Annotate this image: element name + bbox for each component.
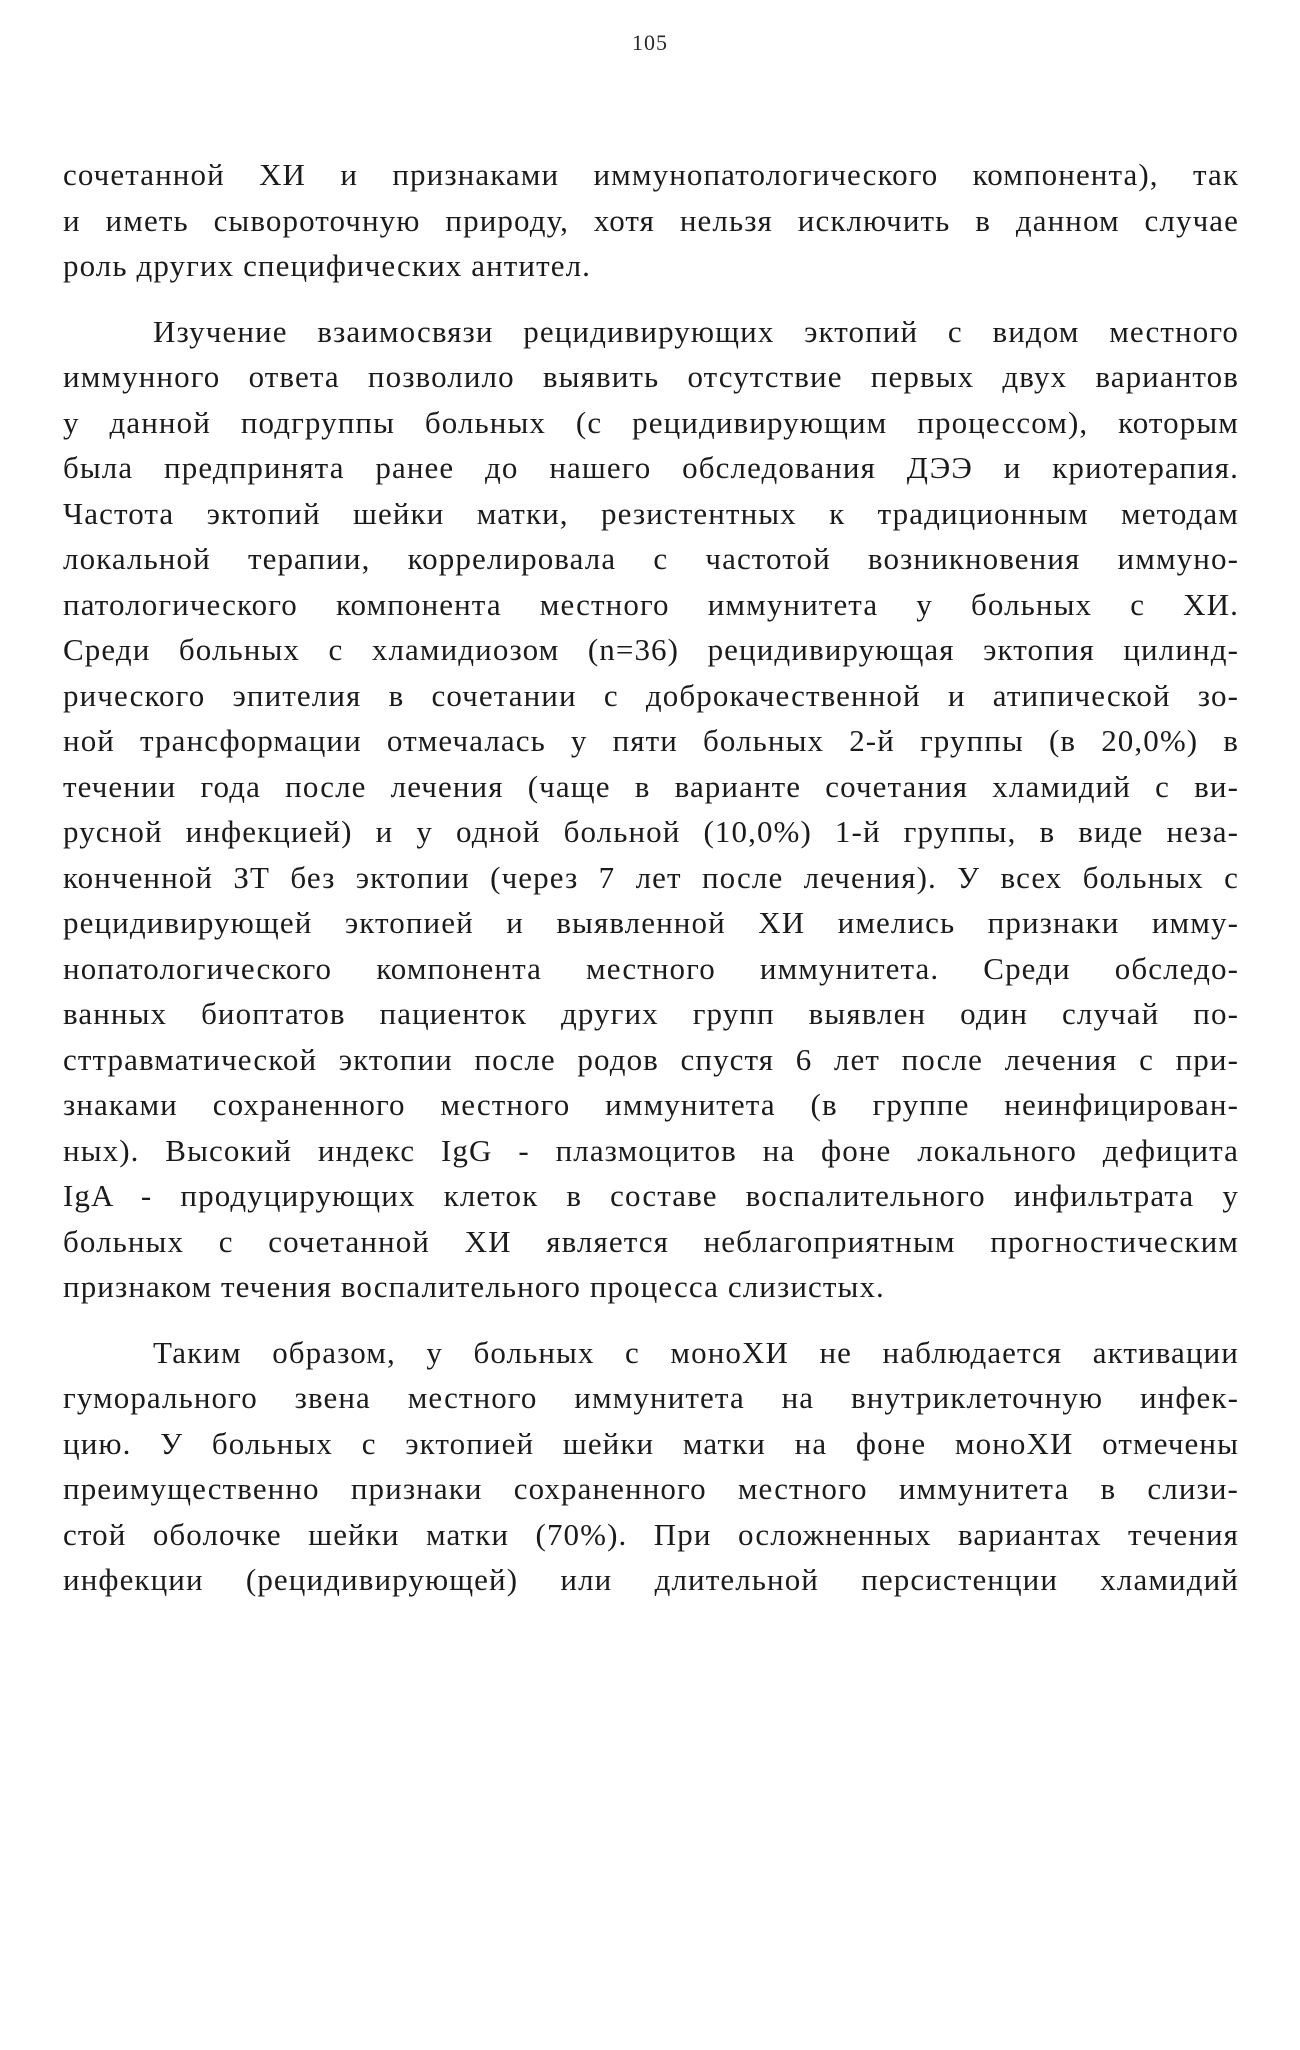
text-line: и иметь сывороточную природу, хотя нельзя исключить в данном случае: [63, 202, 1239, 238]
paragraph-2: [63, 309, 1239, 1310]
page-number: 105: [632, 30, 668, 55]
text-line: была предпринята ранее до нашего обследования ДЭЭ и криотерапия.: [63, 450, 1239, 485]
text-line: цию. У больных с эктопией шейки матки на фоне моноХИ отмечены: [63, 1425, 1239, 1461]
text-line: Таким образом, у больных с моноХИ не наблюдается активации: [153, 1334, 1239, 1370]
text-line: роль других специфических антител.: [63, 248, 592, 283]
text-line: течении года после лечения (чаще в варианте сочетания хламидий с ви-: [63, 768, 1239, 804]
text-line: сочетанной ХИ и признаками иммунопатологического компонента), так: [63, 157, 1239, 192]
text-line: ных). Высокий индекс IgG - плазмоцитов на фоне локального дефицита: [63, 1132, 1239, 1168]
text-line: у данной подгруппы больных (с рецидивирующим процессом), которым: [63, 404, 1239, 440]
paragraph-1: [63, 152, 1239, 289]
text-line: стой оболочке шейки матки (70%). При осложненных вариантах течения: [63, 1516, 1239, 1552]
text-line: русной инфекцией) и у одной больной (10,0%) 1-й группы, в виде неза-: [63, 814, 1239, 849]
text-line: рецидивирующей эктопией и выявленной ХИ имелись признаки имму-: [63, 905, 1239, 940]
text-line: ванных биоптатов пациенток других групп выявлен один случай по-: [63, 996, 1239, 1031]
text-line: признаком течения воспалительного процесса слизистых.: [63, 1269, 885, 1304]
body-text: [63, 152, 1239, 1603]
text-line: IgA - продуцирующих клеток в составе воспалительного инфильтрата у: [63, 1178, 1239, 1213]
text-line: Частота эктопий шейки матки, резистентных к традиционным методам: [63, 495, 1239, 531]
text-line: знаками сохраненного местного иммунитета (в группе неинфицирован-: [63, 1087, 1239, 1122]
text-line: рического эпителия в сочетании с доброкачественной и атипической зо-: [63, 677, 1239, 713]
text-line: инфекции (рецидивирующей) или длительной персистенции хламидий: [63, 1562, 1239, 1597]
paragraph-3: [63, 1330, 1239, 1603]
text-line: сттравматической эктопии после родов спустя 6 лет после лечения с при-: [63, 1041, 1239, 1077]
text-line: нопатологического компонента местного иммунитета. Среди обследо-: [63, 950, 1239, 986]
text-line: патологического компонента местного иммунитета у больных с ХИ.: [63, 586, 1239, 622]
text-line: иммунного ответа позволило выявить отсутствие первых двух вариантов: [63, 359, 1239, 394]
text-line: локальной терапии, коррелировала с частотой возникновения иммуно-: [63, 541, 1239, 576]
text-line: больных с сочетанной ХИ является неблагоприятным прогностическим: [63, 1223, 1239, 1259]
text-line: ной трансформации отмечалась у пяти больных 2-й группы (в 20,0%) в: [63, 723, 1239, 758]
text-line: Среди больных с хламидиозом (n=36) рецидивирующая эктопия цилинд-: [63, 632, 1239, 667]
text-line: гуморального звена местного иммунитета на внутриклеточную инфек-: [63, 1380, 1239, 1415]
text-line: конченной ЗТ без эктопии (через 7 лет после лечения). У всех больных с: [63, 859, 1239, 895]
text-line: преимущественно признаки сохраненного местного иммунитета в слизи-: [63, 1471, 1239, 1506]
text-line: Изучение взаимосвязи рецидивирующих эктопий с видом местного: [153, 313, 1239, 349]
